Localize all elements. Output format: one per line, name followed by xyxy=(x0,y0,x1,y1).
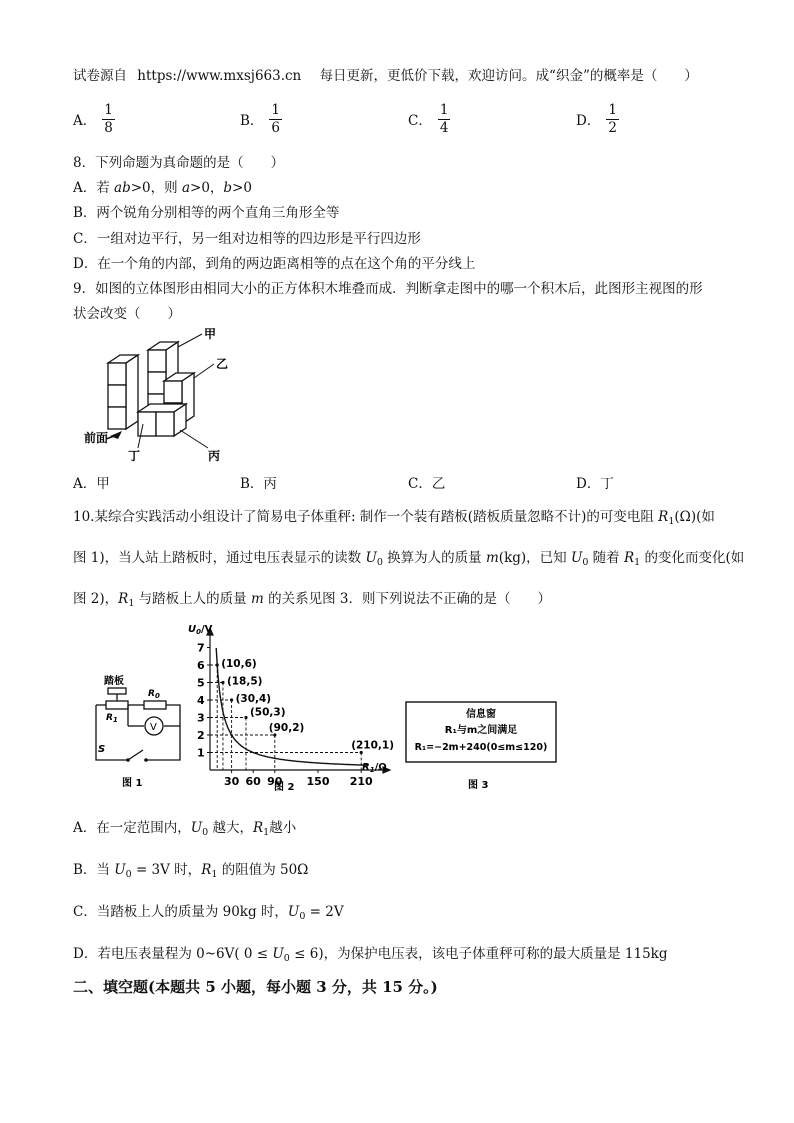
y-tick-label: 4 xyxy=(197,694,205,707)
data-label: (18,5) xyxy=(226,675,263,688)
q9-option-d: D．丁 xyxy=(576,476,614,492)
x-axis-label: $R_1/\Omega$ xyxy=(362,762,387,774)
q8-stem: 8．下列命题为真命题的是（ ） xyxy=(73,155,285,171)
label-bing: 丙 xyxy=(208,449,221,462)
u0-r1-chart xyxy=(186,620,398,795)
source-notice: 每日更新，更低价下载，欢迎访问。 xyxy=(319,68,536,84)
figure1-caption: 图 1 xyxy=(122,778,143,789)
x-tick-label: 30 xyxy=(223,775,240,788)
y-tick-label: 7 xyxy=(197,641,205,655)
q9-stem-line1: 9．如图的立体图形由相同大小的正方体积木堆叠而成．判断拿走图中的哪一个积木后，此图形主视图的形 xyxy=(73,281,703,297)
section-2-heading: 二、填空题(本题共 5 小题，每小题 3 分，共 15 分。) xyxy=(73,978,438,996)
q9-option-b: B．丙 xyxy=(240,476,277,492)
y-tick-label: 2 xyxy=(197,729,205,742)
fraction: $\frac{1}{8}$ xyxy=(104,101,113,136)
fraction: $\frac{1}{4}$ xyxy=(439,101,449,136)
figure2-caption: 图 2 xyxy=(274,782,295,793)
q9-option-c: C．乙 xyxy=(408,476,446,492)
data-point xyxy=(230,698,233,701)
voltmeter-icon: V xyxy=(150,722,157,733)
data-point xyxy=(216,663,219,666)
data-label: (50,3) xyxy=(250,706,286,719)
q10-stem-line1: 10.某综合实践活动小组设计了简易电子体重秤: 制作一个装有踏板(踏板质量忽略不计)的可变电阻 $R_1(\Omega)$(如 xyxy=(73,509,715,527)
fraction: $\frac{1}{6}$ xyxy=(271,101,281,136)
info-window-title: 信息窗 xyxy=(466,709,496,720)
q7-option-a: A． $\frac{1}{8}$ xyxy=(73,101,113,136)
q10-stem-line2: 图 1)，当人站上踏板时，通过电压表显示的读数 $U_0$ 换算为人的质量 m(kg)，已知 $U_0$ 随着 $R_1$ 的变化而变化(如 xyxy=(73,550,745,568)
q8-option-c: C．一组对边平行，另一组对边相等的四边形是平行四边形 xyxy=(73,231,421,247)
figure3-caption: 图 3 xyxy=(468,780,489,791)
info-window-line2: R₁与m之间满足 xyxy=(444,725,518,736)
y-tick-label: 1 xyxy=(197,746,205,760)
q7-option-d: D． $\frac{1}{2}$ xyxy=(576,101,617,136)
cube-stack-figure xyxy=(80,326,240,462)
y-tick-label: 6 xyxy=(197,659,205,672)
fraction: $\frac{1}{2}$ xyxy=(608,101,617,136)
label-front: 前面 xyxy=(84,431,109,445)
switch-label: S xyxy=(98,744,106,755)
q7-stem-tail: 成“织金”的概率是（ ） xyxy=(535,68,698,84)
q7-option-c: C． $\frac{1}{4}$ xyxy=(408,101,449,136)
q8-option-b: B．两个锐角分别相等的两个直角三角形全等 xyxy=(73,205,340,221)
info-window-figure xyxy=(404,700,560,794)
source-url[interactable]: https://www.mxsj663.cn xyxy=(137,68,302,84)
data-point xyxy=(244,716,247,719)
label-jia: 甲 xyxy=(204,327,217,341)
r0-label: $R_0$ xyxy=(148,689,160,700)
info-window-formula: R₁=−2m+240(0≤m≤120) xyxy=(414,742,548,753)
x-tick-label: 210 xyxy=(349,775,373,788)
data-label: (90,2) xyxy=(268,722,305,734)
circuit-figure xyxy=(88,670,188,792)
q7-option-b: B． $\frac{1}{6}$ xyxy=(240,101,281,136)
x-tick-label: 60 xyxy=(245,775,261,788)
data-point xyxy=(221,681,224,684)
header-line xyxy=(73,64,698,84)
source-prefix: 试卷源自 xyxy=(73,68,127,84)
y-axis-label: $U_0/V$ xyxy=(188,624,213,636)
y-tick-label: 5 xyxy=(197,676,205,690)
data-label: (10,6) xyxy=(221,658,257,670)
q10-option-d: D．若电压表量程为 0~6V( $0 \le U_0 \le 6$)，为保护电压表，该电子体重秤可称的最大质量是 115kg xyxy=(73,946,668,964)
q9-option-a: A．甲 xyxy=(73,476,110,492)
q10-option-c: C．当踏板上人的质量为 90kg 时，$U_0 = 2V$ xyxy=(73,904,344,922)
data-label: (210,1) xyxy=(351,739,395,752)
pedal-label: 踏板 xyxy=(104,676,124,687)
x-tick-label: 90 xyxy=(267,775,283,788)
q9-stem-line2: 状会改变（ ） xyxy=(73,306,181,322)
r1-label: $R_1$ xyxy=(106,713,118,724)
q8-option-d: D．在一个角的内部，到角的两边距离相等的点在这个角的平分线上 xyxy=(73,256,476,272)
q10-stem-line3: 图 2)，$R_1$ 与踏板上人的质量 m 的关系见图 3．则下列说法不正确的是（ ） xyxy=(73,591,551,609)
x-tick-label: 150 xyxy=(306,775,330,788)
data-label: (30,4) xyxy=(235,693,272,705)
q8-option-a: A．若 ab>0，则 a>0，b>0 xyxy=(73,180,252,196)
y-tick-label: 3 xyxy=(197,711,205,725)
label-yi: 乙 xyxy=(216,357,229,371)
q10-option-b: B．当 $U_0 = 3V$ 时，$R_1$ 的阻值为 50Ω xyxy=(73,862,309,880)
label-ding: 丁 xyxy=(128,449,141,462)
q10-option-a: A．在一定范围内，$U_0$ 越大，$R_1$越小 xyxy=(73,820,297,838)
